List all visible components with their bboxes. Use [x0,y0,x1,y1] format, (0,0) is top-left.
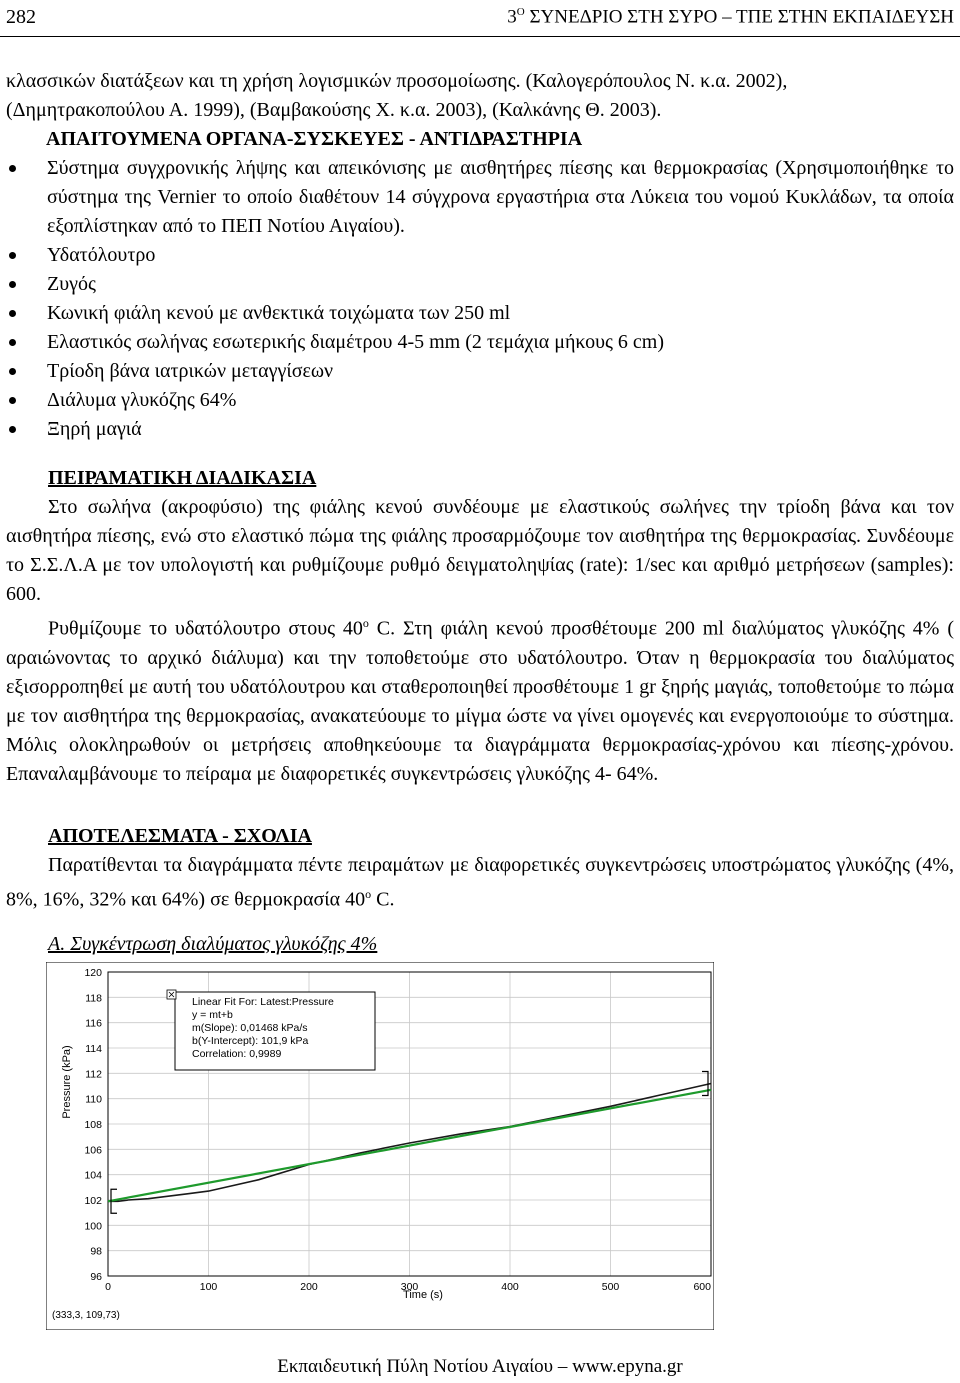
procedure-paragraph-1: Στο σωλήνα (ακροφύσιο) της φιάλης κενού συνδέουμε με ελαστικούς σωλήνες την τρίοδη βάνα και τον αισθητήρα πίεσης, ενώ στο ελαστικό πώμα της φιάλης προσαρμόζουμε τον αισθητήρα της θερμοκρασίας. Συνδέουμε το Σ.Σ.Λ.Α με τον υπολογιστή και ρυθμίζουμε ρυθμό δειγματοληψίας (rate): 1/sec και αριθμό μετρήσεων (samples): 600. [6,496,954,605]
x-tick-label: 300 [400,1281,419,1293]
equipment-section [6,125,954,444]
x-tick-label: 500 [601,1281,620,1293]
y-axis-label: Pressure (kPa) [61,1045,73,1119]
cursor-readout: (333,3, 109,73) [52,1310,120,1321]
list-item: Ελαστικός σωλήνας εσωτερικής διαμέτρου 4-5 mm (2 τεμάχια μήκους 6 cm) [6,328,954,357]
procedure-paragraph-2: Ρυθμίζουμε το υδατόλουτρο στους $40^o$ C. Στη φιάλη κενού προσθέτουμε 200 ml διαλύματος γλυκόζης 4% ( αραιώνοντας το αρχικό διάλυμα) και την τοποθετούμε στο υδατόλουτρο. Όταν η θερμοκρασία του διαλύματος εξισορροπηθεί με αυτή του υδατόλουτρου και σταθεροποιηθεί προσθέτουμε 1 gr ξηρής μαγιάς, τοποθετούμε το πώμα με τον αισθητήρα της θερμοκρασίας, ανακατεύουμε το μίγμα ώστε να γίνει ομογενές και ενεργοποιούμε το σύστημα. Μόλις ολοκληρωθούν οι μετρήσεις αποθηκεύουμε τα διαγράμματα θερμοκρασίας-χρόνου και πίεσης-χρόνου. Επαναλαμβάνουμε το πείραμα με διαφορετικές συγκεντρώσεις γλυκόζης 4- 64%. [6,616,954,785]
list-item: Τρίοδη βάνα ιατρικών μεταγγίσεων [6,357,954,386]
list-item: Υδατόλουτρο [6,241,954,270]
procedure-section [6,464,954,789]
y-tick-label: 108 [84,1119,102,1131]
results-section [6,822,954,915]
running-header: $3^O$ ΣΥΝΕΔΡΙΟ ΣΤΗ ΣΥΡΟ – ΤΠΕ ΣΤΗΝ ΕΚΠΑΙΔΕΥΣΗ [507,6,954,28]
footer: Εκπαιδευτική Πύλη Νοτίου Αιγαίου – www.epyna.gr [277,1356,683,1377]
list-item: Ζυγός [6,270,954,299]
x-tick-label: 400 [501,1281,519,1293]
y-tick-label: 110 [85,1093,102,1106]
fit-box-title: Linear Fit For: Latest:Pressure [192,996,334,1008]
y-tick-label: 112 [85,1068,102,1081]
list-item: Κωνική φιάλη κενού με ανθεκτικά τοιχώματα των 250 ml [6,299,954,328]
fit-box-slope: m(Slope): 0,01468 kPa/s [192,1022,308,1034]
y-tick-label: 120 [84,967,102,979]
x-tick-label: 100 [199,1281,218,1293]
results-heading: ΑΠΟΤΕΛΕΣΜΑΤΑ - ΣΧΟΛΙΑ [48,825,312,847]
page-number: 282 [6,6,36,28]
equipment-list [6,154,954,444]
procedure-heading: ΠΕΙΡΑΜΑΤΙΚΗ ΔΙΑΔΙΚΑΣΙΑ [48,467,317,489]
results-paragraph: Παρατίθενται τα διαγράμματα πέντε πειραμάτων με διαφορετικές συγκεντρώσεις υποστρώματος γλυκόζης (4%, 8%, 16%, 32% και 64%) σε θερμοκρασία $40^o$ C. [6,854,954,911]
x-tick-label: 0 [105,1281,111,1293]
y-tick-label: 102 [84,1195,102,1207]
x-tick-label: 600 [693,1281,711,1293]
intro-paragraph: κλασσικών διατάξεων και τη χρήση λογισμικών προσομοίωσης. (Καλογερόπουλος Ν. κ.α. 2002), (Δημητρακοπούλου Α. 1999), (Βαμβακούσης Χ. κ.α. 2003), (Καλκάνης Θ. 2003). [6,70,788,121]
y-tick-label: 98 [90,1245,102,1258]
y-tick-label: 114 [85,1043,102,1055]
linear-fit-box[interactable] [167,990,375,1070]
y-tick-label: 118 [85,992,102,1005]
y-tick-label: 116 [85,1017,102,1030]
fit-box-equation: y = mt+b [192,1009,233,1021]
section-a-title: Α. Συγκέντρωση διαλύματος γλυκόζης 4% [48,933,378,955]
header-rule [0,36,960,37]
list-item: Σύστημα συγχρονικής λήψης και απεικόνισης με αισθητήρες πίεσης και θερμοκρασίας (Χρησιμοποιήθηκε το σύστημα της Vernier το οποίο διαθέτουν 14 σύγχρονα εργαστήρια στα Λύκεια του νομού Κυκλάδων, τα οποία εξοπλίστηκαν από το ΠΕΠ Νοτίου Αιγαίου). [6,154,954,241]
y-tick-label: 100 [84,1220,102,1233]
list-item: Ξηρή μαγιά [6,415,954,444]
y-tick-label: 96 [90,1271,102,1283]
chart-frame [46,962,714,1330]
y-tick-label: 106 [84,1144,102,1157]
x-tick-label: 200 [300,1281,318,1293]
list-item: Διάλυμα γλυκόζης 64% [6,386,954,415]
fit-box-correlation: Correlation: 0,9989 [192,1048,282,1060]
y-tick-label: 104 [84,1169,102,1182]
x-axis-label: Time (s) [403,1289,443,1301]
pressure-time-chart [46,962,714,1330]
equipment-heading: ΑΠΑΙΤΟΥΜΕΝΑ ΟΡΓΑΝΑ-ΣΥΣΚΕΥΕΣ - ΑΝΤΙΔΡΑΣΤΗΡΙΑ [46,128,583,150]
fit-box-intercept: b(Y-Intercept): 101,9 kPa [192,1035,309,1047]
